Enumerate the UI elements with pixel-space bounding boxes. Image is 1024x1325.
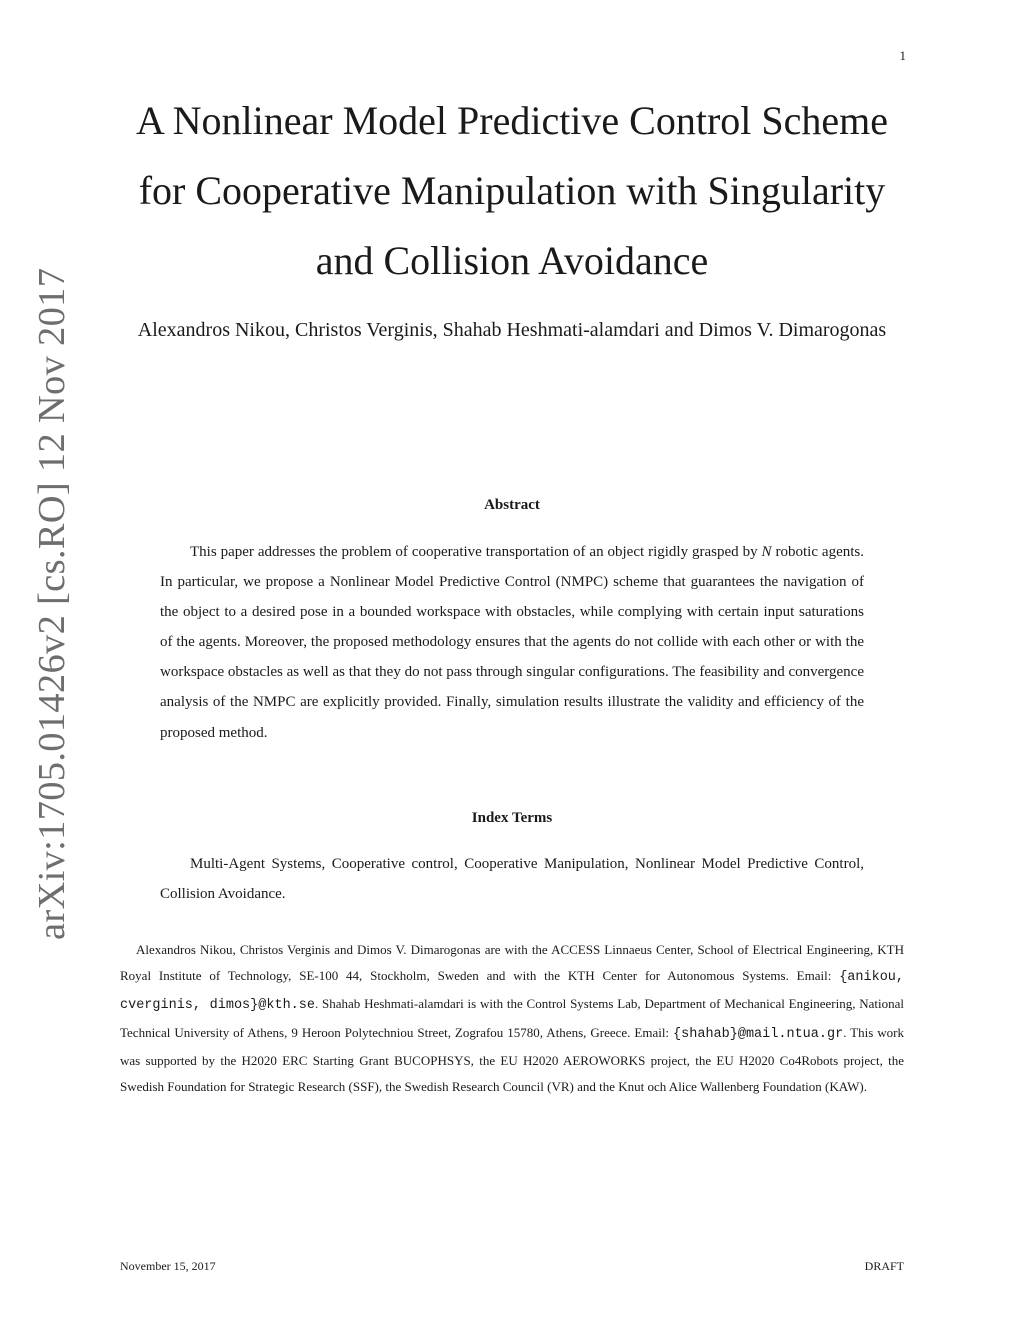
email-kth[interactable]: {anikou, cverginis, dimos}@kth.se xyxy=(120,970,904,1014)
footer-date: November 15, 2017 xyxy=(120,1259,216,1273)
index-terms-heading: Index Terms xyxy=(471,810,553,826)
footnote-part-2: . Shahab Heshmati-alamdari is with the Control Systems Lab, Department of Mechanical Engineering, National Technical University of Athens, 9 Heroon Polytechniou Street, Zografou 15780, Athens, Greece. Email: xyxy=(120,996,904,1040)
affiliation-footnote xyxy=(120,937,904,1100)
page-number: 1 xyxy=(899,48,906,63)
abstract-heading: Abstract xyxy=(484,497,540,513)
paper-title: A Nonlinear Model Predictive Control Scheme for Cooperative Manipulation with Singularity and Collision Avoidance xyxy=(135,98,889,283)
abstract-text-rest: robotic agents. In particular, we propose a Nonlinear Model Predictive Control (NMPC) scheme that guarantees the navigation of the object to a desired pose in a bounded workspace with obstacles, while complying with certain input saturations of the agents. Moreover, the proposed methodology ensures that the agents do not collide with each other or with the workspace obstacles as well as that they do not pass through singular configurations. The feasibility and convergence analysis of the NMPC are explicitly provided. Finally, simulation results illustrate the validity and efficiency of the proposed method. xyxy=(160,544,864,741)
author-list: Alexandros Nikou, Christos Verginis, Shahab Heshmati-alamdari and Dimos V. Dimarogonas xyxy=(137,319,887,341)
arxiv-identifier: arXiv:1705.01426v2 [cs.RO] 12 Nov 2017 xyxy=(31,267,73,940)
abstract-body xyxy=(160,537,864,748)
math-symbol-n: N xyxy=(761,544,772,560)
footnote-part-1: Alexandros Nikou, Christos Verginis and Dimos V. Dimarogonas are with the ACCESS Linnaeus Center, School of Electrical Engineering, KTH Royal Institute of Technology, SE-100 44, Stockholm, Sweden and with the KTH Center for Autonomous Systems. Email: xyxy=(120,942,904,984)
index-terms-body: Multi-Agent Systems, Cooperative control, Cooperative Manipulation, Nonlinear Model Predictive Control, Collision Avoidance. xyxy=(160,856,864,903)
footnote-part-3: . This work was supported by the H2020 ERC Starting Grant BUCOPHSYS, the EU H2020 AEROWORKS project, the EU H2020 Co4Robots project, the Swedish Foundation for Strategic Research (SSF), the Swedish Research Council (VR) and the Knut och Alice Wallenberg Foundation (KAW). xyxy=(120,1024,904,1095)
footer-draft-label: DRAFT xyxy=(864,1259,904,1273)
abstract-text-start: This paper addresses the problem of cooperative transportation of an object rigidly grasped by xyxy=(190,544,762,560)
email-ntua[interactable]: {shahab}@mail.ntua.gr xyxy=(673,1026,844,1042)
